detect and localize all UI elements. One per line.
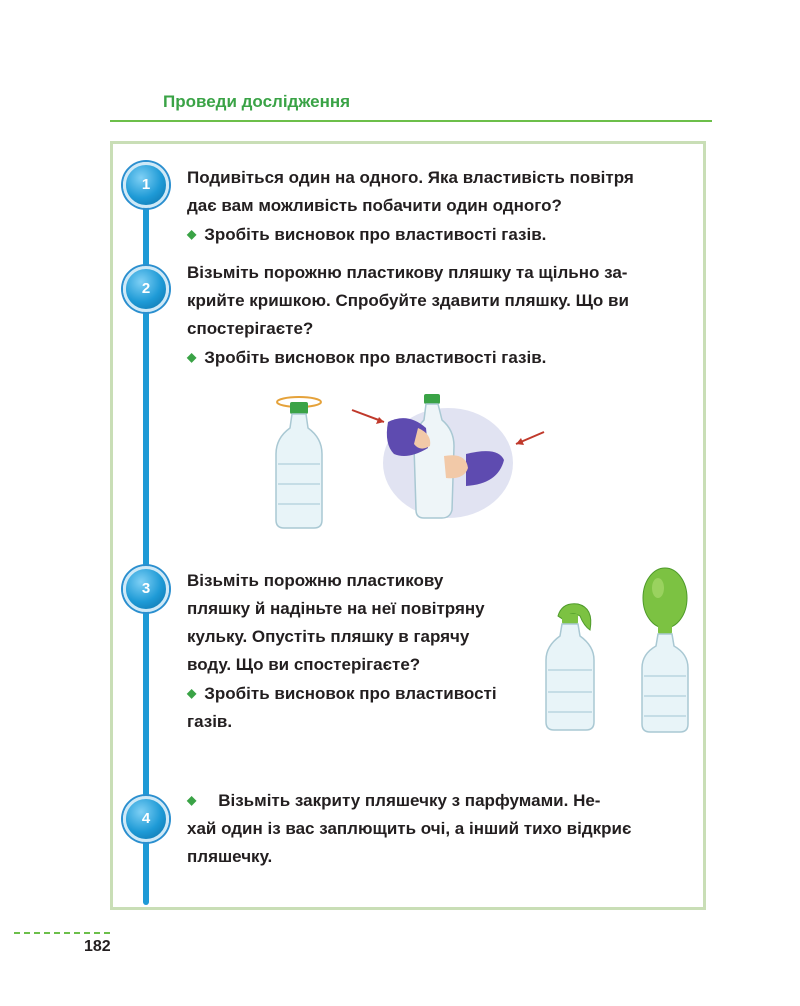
bullet-icon: ◆ xyxy=(187,793,197,807)
step-4-bullet: ◆ Візьміть закриту пляшечку з парфумами. Не- xyxy=(187,791,601,810)
bullet-icon: ◆ xyxy=(187,686,197,700)
step-2-line: Візьміть порожню пластикову пляшку та щільно за- xyxy=(187,263,628,282)
step-3-line: Візьміть порожню пластикову xyxy=(187,571,444,590)
step-2-line: спостерігаєте? xyxy=(187,319,314,338)
step-3-bullet-continuation: газів. xyxy=(187,712,233,731)
step-2-bullet: ◆ Зробіть висновок про властивості газів. xyxy=(187,348,547,367)
step-number-2: 2 xyxy=(123,266,169,312)
step-number-4: 4 xyxy=(123,796,169,842)
bullet-icon: ◆ xyxy=(187,350,197,364)
step-1-line: дає вам можливість побачити один одного? xyxy=(187,196,562,215)
step-3-text xyxy=(187,567,497,736)
step-3-bullet: ◆ Зробіть висновок про властивості xyxy=(187,684,497,703)
section-title: Проведи дослідження xyxy=(163,92,351,111)
bullet-icon: ◆ xyxy=(187,227,197,241)
bottle-with-deflated-balloon-icon xyxy=(540,600,602,732)
page-footer-rule xyxy=(14,932,110,934)
step-3-line: пляшку й надіньте на неї повітряну xyxy=(187,599,485,618)
step-2-line: крийте кришкою. Спробуйте здавити пляшку. Що ви xyxy=(187,291,629,310)
step-1-line: Подивіться один на одного. Яка властивість повітря xyxy=(187,168,634,187)
step-3-line: кульку. Опустіть пляшку в гарячу xyxy=(187,627,470,646)
page-number: 182 xyxy=(84,938,111,955)
title-divider xyxy=(110,120,712,122)
hands-squeezing-bottle-icon xyxy=(348,388,548,528)
step-4-line: пляшечку. xyxy=(187,847,273,866)
step-2-text xyxy=(187,259,629,372)
step-1-text xyxy=(187,164,634,249)
step-number-3: 3 xyxy=(123,566,169,612)
plastic-bottle-icon xyxy=(268,392,330,532)
bottle-with-inflated-balloon-icon xyxy=(634,566,696,734)
step-4-line: хай один із вас заплющить очі, а інший тихо відкриє xyxy=(187,819,632,838)
step-1-bullet: ◆ Зробіть висновок про властивості газів. xyxy=(187,225,547,244)
step-4-text xyxy=(187,786,631,871)
step-number-1: 1 xyxy=(123,162,169,208)
step-3-line: воду. Що ви спостерігаєте? xyxy=(187,655,421,674)
